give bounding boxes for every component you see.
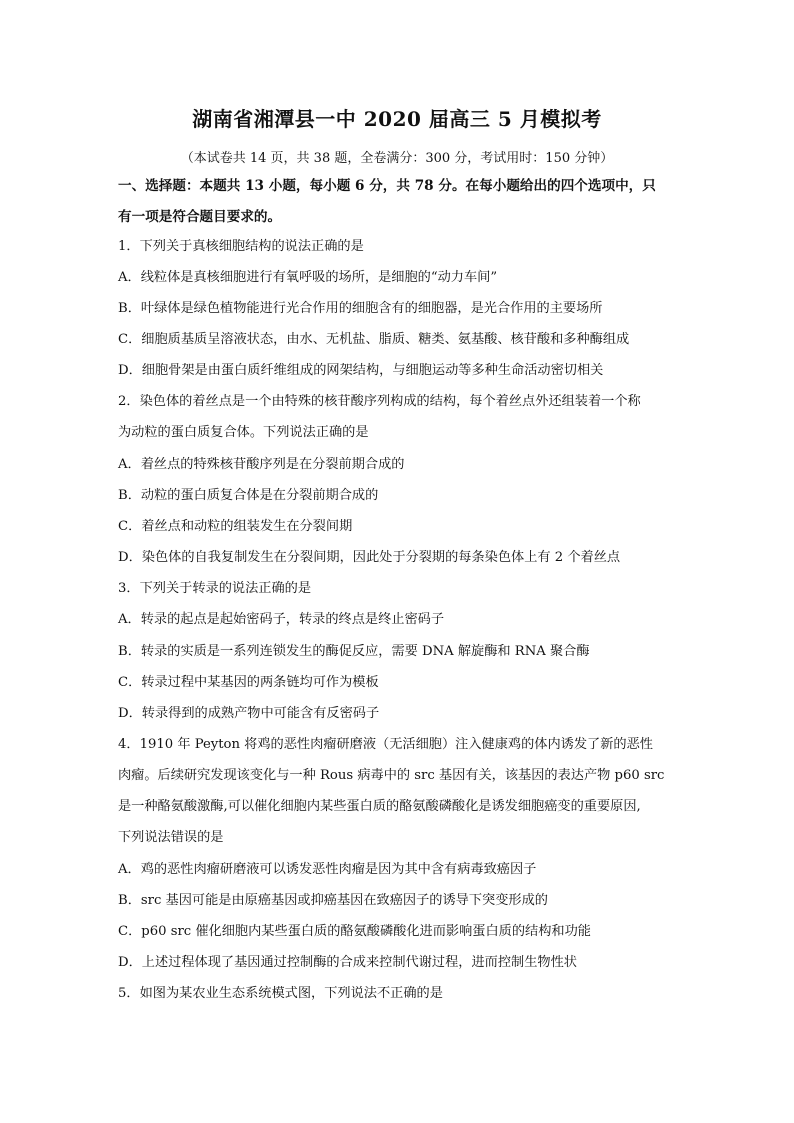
question-4-stem-cont-3: 下列说法错误的是	[118, 830, 224, 845]
question-3-stem: 3．下列关于转录的说法正确的是	[118, 581, 312, 596]
question-1-option-a: A．线粒体是真核细胞进行有氧呼吸的场所，是细胞的“动力车间”	[118, 270, 498, 285]
section-header-line-2: 有一项是符合题目要求的。	[118, 209, 282, 225]
question-2-stem: 2．染色体的着丝点是一个由特殊的核苷酸序列构成的结构，每个着丝点外还组装着一个称	[118, 394, 641, 409]
question-1-stem: 1．下列关于真核细胞结构的说法正确的是	[118, 239, 364, 254]
question-2-option-c: C．着丝点和动粒的组装发生在分裂间期	[118, 519, 353, 534]
question-4-stem-cont-1: 肉瘤。后续研究发现该变化与一种 Rous 病毒中的 src 基因有关，该基因的表达产物 p60 src	[118, 768, 665, 783]
question-4-stem-cont-2: 是一种酪氨酸激酶,可以催化细胞内某些蛋白质的酪氨酸磷酸化是诱发细胞癌变的重要原因,	[118, 799, 641, 814]
exam-title: 湖南省湘潭县一中 2020 届高三 5 月模拟考	[192, 107, 602, 131]
section-header-line-1: 一、选择题：本题共 13 小题，每小题 6 分，共 78 分。在每小题给出的四个选项中，只	[118, 178, 656, 194]
question-5-stem: 5．如图为某农业生态系统模式图，下列说法不正确的是	[118, 986, 443, 1001]
question-2-option-b: B．动粒的蛋白质复合体是在分裂前期合成的	[118, 488, 379, 503]
question-4-option-a: A．鸡的恶性肉瘤研磨液可以诱发恶性肉瘤是因为其中含有病毒致癌因子	[118, 862, 537, 877]
question-1-option-b: B．叶绿体是绿色植物能进行光合作用的细胞含有的细胞器，是光合作用的主要场所	[118, 301, 603, 316]
question-2-stem-cont: 为动粒的蛋白质复合体。下列说法正确的是	[118, 425, 369, 440]
question-3-option-c: C．转录过程中某基因的两条链均可作为模板	[118, 675, 379, 690]
question-4-stem: 4．1910 年 Peyton 将鸡的恶性肉瘤研磨液（无活细胞）注入健康鸡的体内诱发了新的恶性	[118, 737, 653, 752]
question-1-option-d: D．细胞骨架是由蛋白质纤维组成的网架结构，与细胞运动等多种生命活动密切相关	[118, 363, 604, 378]
question-4-option-c: C．p60 src 催化细胞内某些蛋白质的酪氨酸磷酸化进而影响蛋白质的结构和功能	[118, 924, 591, 939]
question-2-option-d: D．染色体的自我复制发生在分裂间期，因此处于分裂期的每条染色体上有 2 个着丝点	[118, 550, 621, 565]
question-3-option-b: B．转录的实质是一系列连锁发生的酶促反应，需要 DNA 解旋酶和 RNA 聚合酶	[118, 644, 590, 659]
question-3-option-d: D．转录得到的成熟产物中可能含有反密码子	[118, 706, 380, 721]
question-4-option-b: B．src 基因可能是由原癌基因或抑癌基因在致癌因子的诱导下突变形成的	[118, 893, 548, 908]
question-2-option-a: A．着丝点的特殊核苷酸序列是在分裂前期合成的	[118, 457, 405, 472]
question-4-option-d: D．上述过程体现了基因通过控制酶的合成来控制代谢过程，进而控制生物性状	[118, 955, 577, 970]
exam-subtitle: （本试卷共 14 页，共 38 题，全卷满分：300 分，考试用时：150 分钟）	[180, 151, 614, 166]
question-1-option-c: C．细胞质基质呈溶液状态，由水、无机盐、脂质、糖类、氨基酸、核苷酸和多种酶组成	[118, 332, 630, 347]
question-3-option-a: A．转录的起点是起始密码子，转录的终点是终止密码子	[118, 612, 445, 627]
